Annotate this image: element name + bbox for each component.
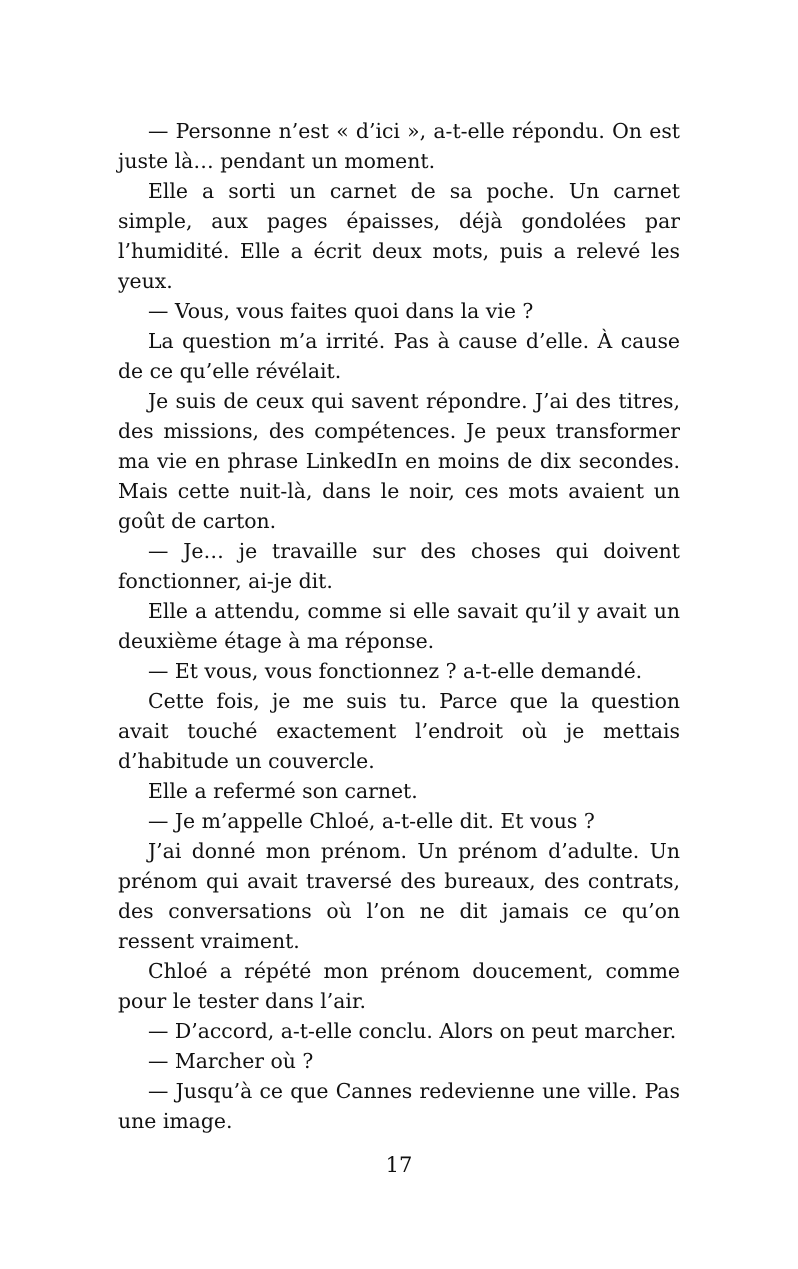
page-number: 17 (385, 1153, 413, 1177)
paragraph-2: Elle a sorti un carnet de sa poche. Un carnet simple, aux pages épaisses, déjà gondolées par l’humidité. Elle a écrit deux mots, puis a relevé les yeux. (118, 179, 680, 293)
paragraph-12: J’ai donné mon prénom. Un prénom d’adulte. Un prénom qui avait traversé des bureaux, des contrats, des conversations où l’on ne dit jamais ce qu’on ressent vraiment. (118, 839, 680, 953)
paragraph-14: — D’accord, a-t-elle conclu. Alors on peut marcher. (148, 1019, 677, 1043)
paragraph-11: — Je m’appelle Chloé, a-t-elle dit. Et vous ? (148, 809, 595, 833)
paragraph-13: Chloé a répété mon prénom doucement, comme pour le tester dans l’air. (118, 959, 680, 1013)
paragraph-10: Elle a refermé son carnet. (148, 779, 418, 803)
paragraph-16: — Jusqu’à ce que Cannes redevienne une ville. Pas une image. (118, 1079, 680, 1133)
paragraph-4: La question m’a irrité. Pas à cause d’elle. À cause de ce qu’elle révélait. (118, 329, 680, 383)
paragraph-8: — Et vous, vous fonctionnez ? a-t-elle demandé. (148, 659, 643, 683)
paragraph-3: — Vous, vous faites quoi dans la vie ? (148, 299, 534, 323)
body-text (118, 116, 680, 1136)
paragraph-15: — Marcher où ? (148, 1049, 314, 1073)
paragraph-9: Cette fois, je me suis tu. Parce que la question avait touché exactement l’endroit où je mettais d’habitude un couvercle. (118, 689, 680, 773)
paragraph-7: Elle a attendu, comme si elle savait qu’il y avait un deuxième étage à ma réponse. (118, 599, 680, 653)
paragraph-5: Je suis de ceux qui savent répondre. J’ai des titres, des missions, des compétences. Je peux transformer ma vie en phrase LinkedIn en moins de dix secondes. Mais cette nuit-là, dans le noir, ces mots avaient un goût de carton. (118, 389, 680, 533)
paragraph-1: — Personne n’est « d’ici », a-t-elle répondu. On est juste là… pendant un moment. (118, 119, 680, 173)
paragraph-6: — Je… je travaille sur des choses qui doivent fonctionner, ai-je dit. (118, 539, 680, 593)
